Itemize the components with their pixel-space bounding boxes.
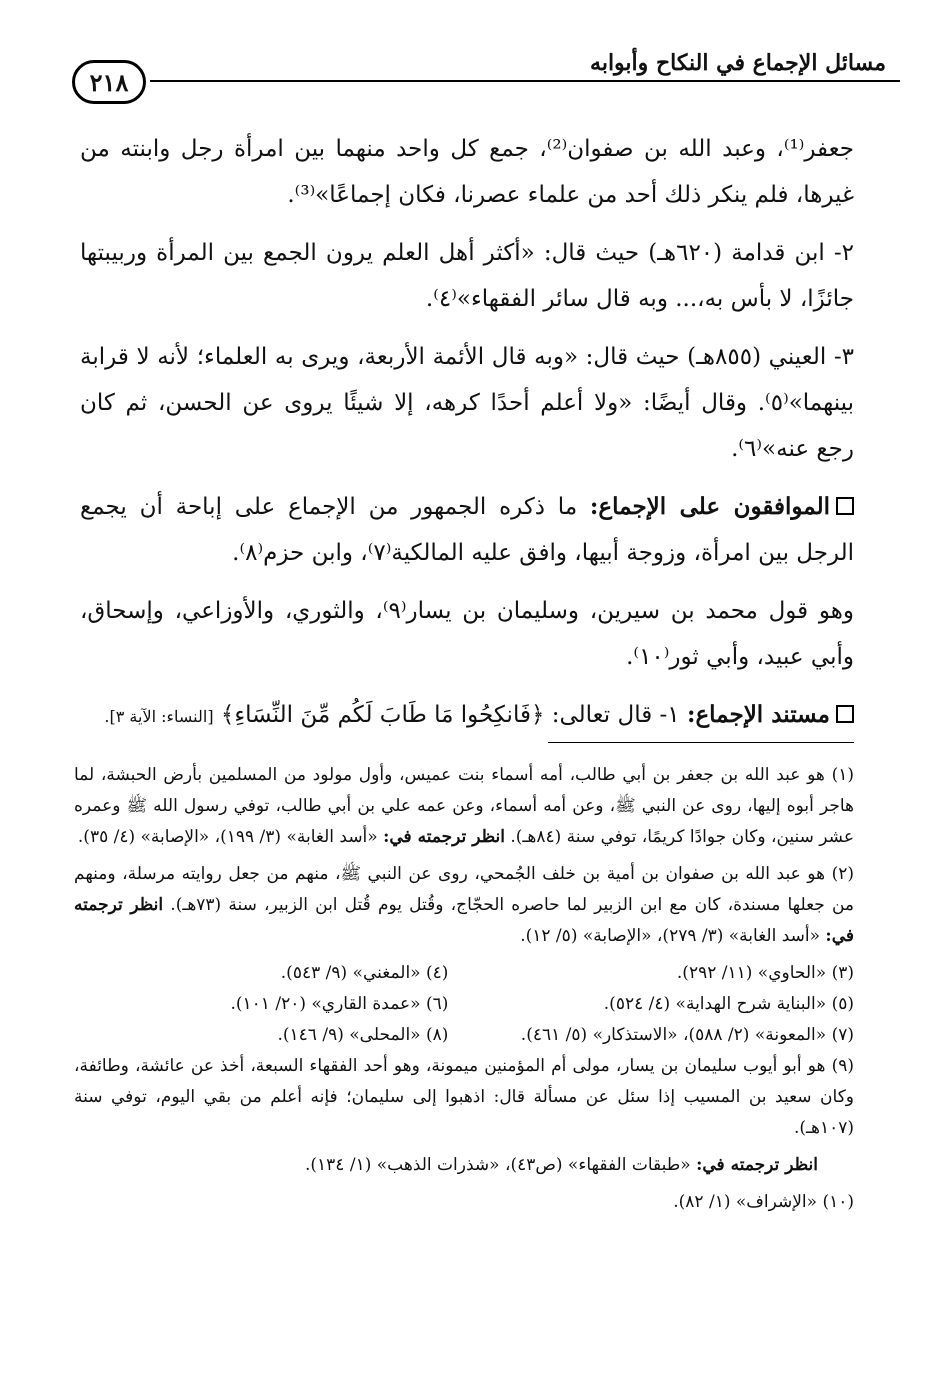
- footnote-3: (٣) «الحاوي» (١١/ ٢٩٢).: [676, 963, 854, 983]
- footnote-2-sources: «أسد الغابة» (٣/ ٢٧٩)، «الإصابة» (٥/ ١٢).: [520, 926, 821, 946]
- footnote-1-text: (١) هو عبد الله بن جعفر بن أبي طالب، أمه أسماء بنت عميس، وأول مولود من المسلمين بأرض الحبشة، لما هاجر أبوه إليها، روى عن النبي ﷺ، وعن أمه أسماء، وعن عمه علي بن أبي طالب، توفي رسول الله ﷺ وعمره عشر سنين، وكان جوادًا كريمًا، توفي سنة (٨٤هـ).: [74, 765, 854, 847]
- paragraph-1: جعفر⁽¹⁾، وعبد الله بن صفوان⁽²⁾، جمع كل واحد منهما بين امرأة رجل وابنته من غيرها، فلم ينكر ذلك أحد من علماء عصرنا، فكان إجماعًا»⁽³⁾.: [80, 136, 854, 208]
- paragraph-5: وهو قول محمد بن سيرين، وسليمان بن يسار⁽٩⁾، والثوري، والأوزاعي، وإسحاق، وأبي عبيد، وأبي ثور⁽١٠⁾.: [80, 598, 854, 670]
- footnote-2-see: انظر ترجمته في:: [74, 895, 854, 946]
- footnote-10: (١٠) «الإشراف» (١/ ٨٢).: [673, 1192, 854, 1212]
- footnote-9-see-label: انظر ترجمته في:: [696, 1155, 818, 1175]
- paragraph-3: ٣- العيني (٨٥٥هـ) حيث قال: «وبه قال الأئمة الأربعة، ويرى به العلماء؛ لأنه لا قرابة بينهما»⁽٥⁾. وقال أيضًا: «ولا أعلم أحدًا كرهه، إلا شيئًا يروى عن الحسن، ثم كان رجع عنه»⁽٦⁾.: [80, 344, 854, 462]
- paragraph-4: [80, 484, 854, 576]
- header-rule: [150, 80, 900, 82]
- footnote-4: (٤) «المغني» (٩/ ٥٤٣).: [280, 963, 449, 983]
- paragraph-2: ٢- ابن قدامة (٦٢٠هـ) حيث قال: «أكثر أهل العلم يرون الجمع بين المرأة وربيبتها جائزًا، لا بأس به،... وبه قال سائر الفقهاء»⁽٤⁾.: [80, 240, 854, 312]
- footnote-row-5-6: [74, 989, 854, 1020]
- footnote-9: (٩) هو أبو أيوب سليمان بن يسار، مولى أم المؤمنين ميمونة، وهو أحد الفقهاء السبعة، أخذ عن عائشة، وطائفة، وكان سعيد بن المسيب إذا سئل عن مسألة قال: اذهبوا إلى سليمان؛ فإنه أعلم من بقي اليوم، توفي سنة (١٠٧هـ).: [74, 1056, 854, 1138]
- footnote-9-see: [74, 1150, 854, 1181]
- footnote-6: (٦) «عمدة القاري» (٢٠/ ١٠١).: [230, 994, 449, 1014]
- footnote-5: (٥) «البناية شرح الهداية» (٤/ ٥٢٤).: [603, 994, 854, 1014]
- footnote-8: (٨) «المحلى» (٩/ ١٤٦).: [277, 1025, 449, 1045]
- footnote-1: [74, 760, 854, 853]
- paragraph-6-text: ١- قال تعالى: ﴿فَانكِحُوا مَا طَابَ لَكُم مِّنَ النِّسَاءِ﴾: [220, 702, 680, 728]
- footnote-7: (٧) «المعونة» (٢/ ٥٨٨)، «الاستذكار» (٥/ ٤٦١).: [520, 1025, 854, 1045]
- main-text: [80, 126, 854, 752]
- footnote-1-sources: «أسد الغابة» (٣/ ١٩٩)، «الإصابة» (٤/ ٣٥).: [77, 827, 378, 847]
- footnote-2-text: (٢) هو عبد الله بن صفوان بن أمية بن خلف الجُمحي، روى عن النبي ﷺ، منهم من جعل روايته مرسلة، ومنهم من جعلها مسندة، كان مع ابن الزبير لما حاصره الحجّاج، وقُتل يوم قُتل ابن الزبير، سنة (٧٣هـ).: [74, 864, 854, 915]
- basis-heading: مستند الإجماع:: [686, 701, 830, 728]
- footnote-row-7-8: [74, 1020, 854, 1051]
- footnote-2: [74, 859, 854, 952]
- agreeing-heading: الموافقون على الإجماع:: [589, 493, 830, 520]
- running-header-title: مسائل الإجماع في النكاح وأبوابه: [590, 50, 886, 76]
- square-bullet-icon: [836, 705, 854, 723]
- footnote-row-3-4: [74, 958, 854, 989]
- footnote-1-see: انظر ترجمته في:: [383, 827, 505, 847]
- quran-reference: [النساء: الآية ٣].: [104, 707, 214, 726]
- footnote-9-sources: «طبقات الفقهاء» (ص٤٣)، «شذرات الذهب» (١/ ١٣٤).: [304, 1155, 691, 1175]
- footnotes: [74, 760, 854, 1224]
- page-number-badge: ٢١٨: [72, 60, 146, 104]
- square-bullet-icon: [836, 497, 854, 515]
- paragraph-6: [80, 692, 854, 740]
- footnote-separator: [548, 742, 854, 743]
- paragraph-4-text: ما ذكره الجمهور من الإجماع على إباحة أن يجمع الرجل بين امرأة، وزوجة أبيها، وافق عليه المالكية⁽٧⁾، وابن حزم⁽٨⁾.: [80, 494, 854, 566]
